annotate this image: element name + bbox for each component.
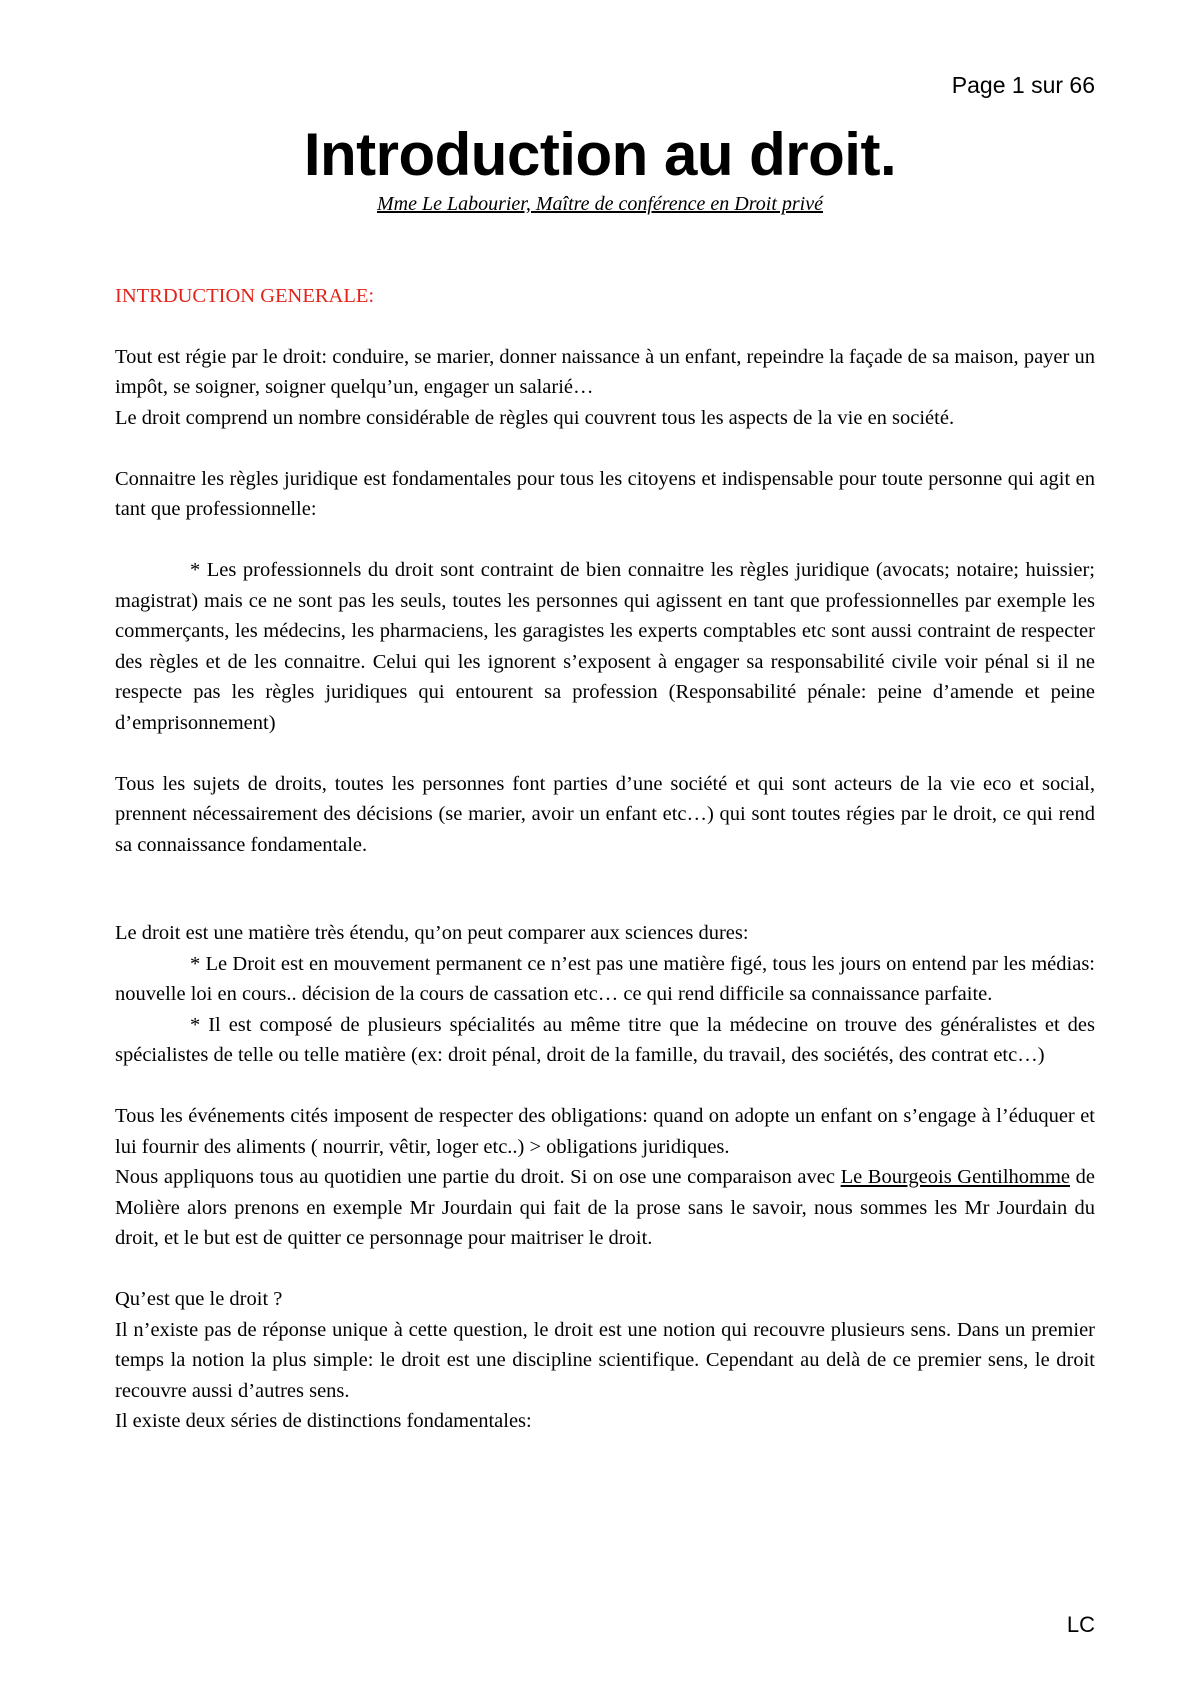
paragraph-10: Il n’existe pas de réponse unique à cette question, le droit est une notion qui recouvre plusieurs sens. Dans un premier temps la notion la plus simple: le droit est une discipline scientifique. Cependant au delà de ce premier sens, le droit recouvre aussi d’autres sens. [115,1318,1095,1402]
paragraph-9-after: de Molière alors prenons en exemple Mr Jourdain qui fait de la prose sans le savoir, nous sommes les Mr Jourdain du droit, et le but est de quitter ce personnage pour maitriser le droit. [115,1166,1095,1249]
paragraph-7: * Il est composé de plusieurs spécialités au même titre que la médecine on trouve des généralistes et des spécialistes de telle ou telle matière (ex: droit pénal, droit de la famille, du travail, des sociétés, des contrat etc…) [115,1013,1095,1066]
section-heading: INTRDUCTION GENERALE: [115,285,375,307]
paragraph-4: Tous les sujets de droits, toutes les personnes font parties d’une société et qui sont acteurs de la vie eco et social, prennent nécessairement des décisions (se marier, avoir un enfant etc…) qui sont toutes régies par le droit, ce qui rend sa connaissance fondamentale. [115,772,1095,856]
paragraph-11: Il existe deux séries de distinctions fondamentales: [115,1410,532,1432]
footer-initials: LC [1066,1612,1095,1637]
paragraph-6: * Le Droit est en mouvement permanent ce n’est pas une matière figé, tous les jours on entend par les médias: nouvelle loi en cours.. décision de la cours de cassation etc… ce qui rend difficile sa connaissance parfaite. [115,952,1095,1005]
document-subtitle: Mme Le Labourier, Maître de conférence en Droit privé [376,193,823,215]
paragraph-3: * Les professionnels du droit sont contraint de bien connaitre les règles juridique (avocats; notaire; huissier; magistrat) mais ce ne sont pas les seuls, toutes les personnes qui agissent en tant que professionnelles par exemple les commerçants, les médecins, les pharmaciens, les garagistes les experts comptables etc sont aussi contraint de respecter des règles et de les connaitre. Celui qui les ignorent s’exposent à engager sa responsabilité civile voir pénal si il ne respecte pas les règles juridiques qui entourent sa profession (Responsabilité pénale: peine d’amende et peine d’emprisonnement) [115,559,1095,734]
paragraph-8: Tous les événements cités imposent de respecter des obligations: quand on adopte un enfant on s’engage à l’éduquer et lui fournir des aliments ( nourrir, vêtir, loger etc..) > obligations juridiques. [115,1105,1095,1158]
paragraph-5: Le droit est une matière très étendu, qu’on peut comparer aux sciences dures: [115,922,749,944]
paragraph-1b: Le droit comprend un nombre considérable de règles qui couvrent tous les aspects de la vie en société. [115,406,955,429]
page-number: Page 1 sur 66 [951,72,1095,98]
document-title: Introduction au droit. [303,121,897,188]
paragraph-2: Connaitre les règles juridique est fondamentales pour tous les citoyens et indispensable pour toute personne qui agit en tant que professionnelle: [115,467,1095,520]
document-body [115,281,1095,1437]
book-title-link: Le Bourgeois Gentilhomme [840,1166,1071,1188]
paragraph-9-before: Nous appliquons tous au quotidien une partie du droit. Si on ose une comparaison avec [115,1166,841,1188]
paragraph-1a: Tout est régie par le droit: conduire, se marier, donner naissance à un enfant, repeindre la façade de sa maison, payer un impôt, se soigner, soigner quelqu’un, engager un salarié… [115,345,1095,398]
paragraph-9 [115,1162,1095,1254]
question-line: Qu’est que le droit ? [115,1288,283,1310]
